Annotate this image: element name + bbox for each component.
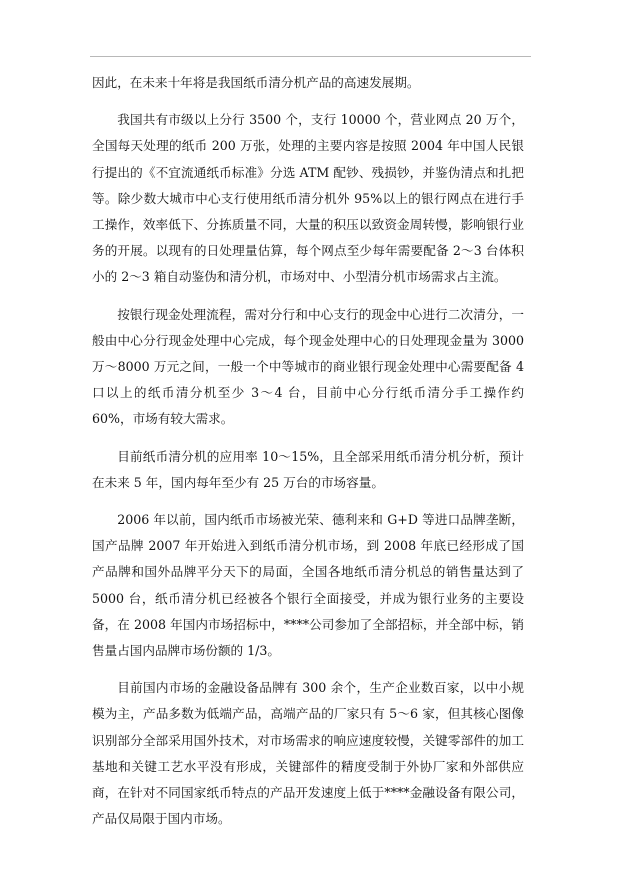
document-body bbox=[92, 70, 524, 832]
paragraph-continuation: 因此，在未来十年将是我国纸币清分机产品的高速发展期。 bbox=[92, 75, 420, 90]
paragraph-cash-processing: 按银行现金处理流程，需对分行和中心支行的现金中心进行二次清分，一般由中心分行现金处理中心完成，每个现金处理中心的日处理现金量为 3000 万～8000 万元之间，一般一个中等城市的商业银行现金处理中心需要配备 4 口以上的纸币清分机至少 3～4 台，目前中心分行纸币清分手工操作约 60%，市场有较大需求。 bbox=[92, 306, 524, 427]
header-rule bbox=[90, 56, 531, 57]
paragraph-application-rate: 目前纸币清分机的应用率 10～15%，且全部采用纸币清分机分析，预计在未来 5 年，国内每年至少有 25 万台的市场容量。 bbox=[92, 448, 524, 490]
paragraph-market-history: 2006 年以前，国内纸币市场被光荣、德利来和 G+D 等进口品牌垄断，国产品牌 2007 年开始进入到纸币清分机市场，到 2008 年底已经形成了国产品牌和国外品牌平分天下的局面，全国各地纸币清分机总的销售量达到了 5000 台，纸币清分机已经被各个银行全面接受，并成为银行业务的主要设备，在 2008 年国内市场招标中，****公司参加了全部招标，并全部中标，销售量占国内品牌市场份额的 1/3。 bbox=[92, 512, 524, 659]
paragraph-domestic-brands: 目前国内市场的金融设备品牌有 300 余个，生产企业数百家，以中小规模为主，产品多数为低端产品，高端产品的厂家只有 5～6 家，但其核心图像识别部分全部采用国外技术，对市场需求的响应速度较慢，关键零部件的加工基地和关键工艺水平没有形成，关键部件的精度受制于外协厂家和外部供应商，在针对不同国家纸币特点的产品开发速度上低于****金融设备有限公司，产品仅局限于国内市场。 bbox=[92, 680, 524, 827]
paragraph-bank-branches: 我国共有市级以上分行 3500 个，支行 10000 个，营业网点 20 万个，全国每天处理的纸币 200 万张，处理的主要内容是按照 2004 年中国人民银行提出的《不宜流通纸币标准》分选 ATM 配钞、残损钞，并鉴伪清点和扎把等。除少数大城市中心支行使用纸币清分机外 95%以上的银行网点在进行手工操作，效率低下、分拣质量不同，大量的积压以致资金周转慢，影响银行业务的开展。以现有的日处理量估算，每个网点至少每年需要配备 2～3 台体积小的 2～3 箱自动鉴伪和清分机，市场对中、小型清分机市场需求占主流。 bbox=[92, 112, 524, 285]
